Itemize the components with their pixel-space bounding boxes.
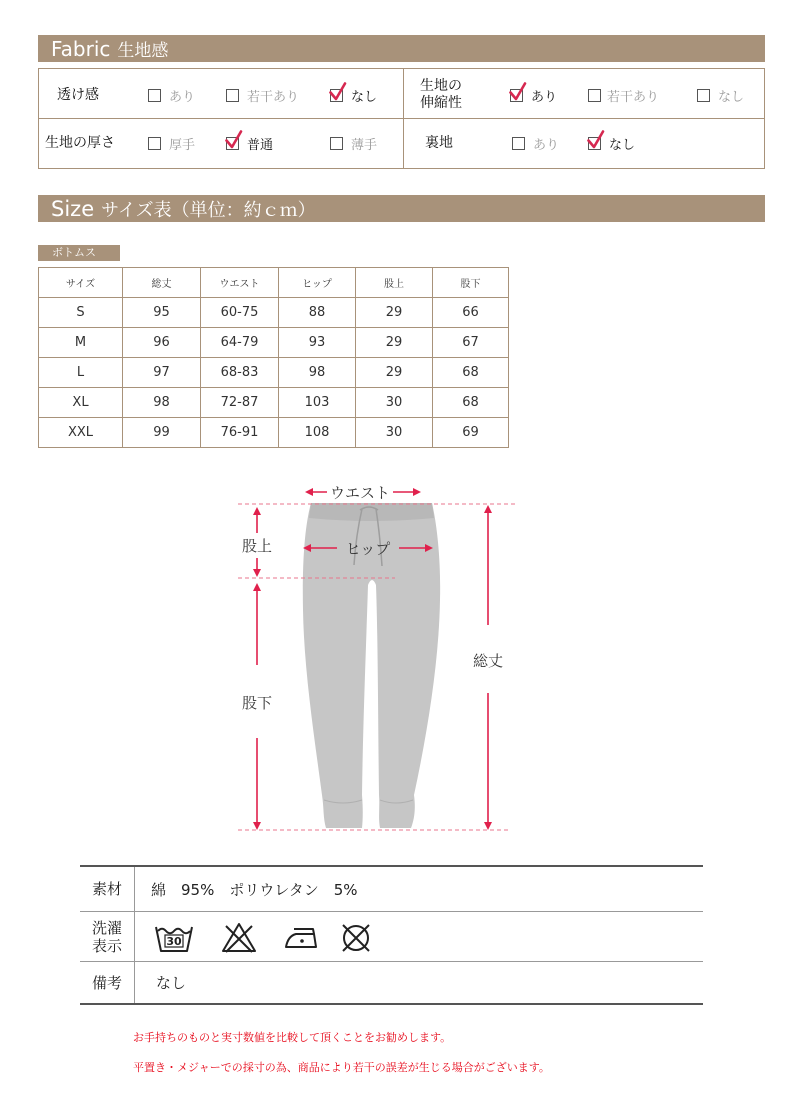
row-divider: [39, 118, 764, 119]
fabric-option: [148, 136, 196, 153]
arrowhead-right: [413, 488, 421, 496]
table-cell: 29: [356, 358, 433, 388]
fabric-table: [38, 68, 765, 169]
fabric-option: [226, 136, 274, 153]
column-header-rise: 股上: [356, 268, 433, 298]
size-table: [38, 267, 509, 448]
pants-waistband: [309, 503, 434, 521]
table-cell: L: [39, 358, 123, 388]
table-cell: 68: [433, 358, 509, 388]
table-cell: M: [39, 328, 123, 358]
table-cell: 64-79: [201, 328, 279, 358]
fabric-item-label-thickness: 生地の厚さ: [45, 135, 115, 151]
remarks-label: 備考: [80, 962, 135, 1003]
category-tag: ボトムス: [38, 245, 120, 261]
inseam-measure-arrow: [242, 583, 272, 830]
column-header-inseam: 股下: [433, 268, 509, 298]
table-cell: 66: [433, 298, 509, 328]
table-row: [39, 328, 509, 358]
material-value: 綿 95% ポリウレタン 5%: [151, 880, 358, 899]
column-divider: [403, 69, 404, 168]
care-icons: [135, 912, 375, 961]
total-length-measure-arrow: [473, 505, 503, 830]
checkbox: [588, 137, 601, 150]
section-title-jp: サイズ表（単位：約ｃｍ）: [101, 199, 316, 221]
table-cell: 68: [433, 388, 509, 418]
checkbox: [697, 89, 710, 102]
fabric-option: [330, 136, 378, 153]
wash-temperature: 30: [166, 934, 182, 948]
product-details-table: [80, 865, 703, 1005]
fabric-option-label: 厚手: [169, 137, 196, 153]
section-title-jp: 生地感: [117, 41, 169, 61]
fabric-item-label-transparency: 透け感: [57, 87, 99, 103]
column-header-length: 総丈: [123, 268, 201, 298]
checkmark-icon: [224, 129, 243, 150]
fabric-option: [148, 88, 196, 105]
table-row: [39, 298, 509, 328]
material-row: [80, 867, 703, 912]
fabric-option: [588, 136, 636, 153]
wash-30-icon: [154, 921, 194, 953]
section-title-en: Fabric: [51, 36, 111, 61]
fabric-option: [588, 88, 660, 105]
table-cell: 29: [356, 328, 433, 358]
checkmark-icon: [328, 81, 347, 102]
checkbox: [148, 137, 161, 150]
table-cell: XL: [39, 388, 123, 418]
fabric-option: [330, 88, 378, 105]
waist-measure-arrow: [305, 484, 421, 502]
table-cell: 108: [279, 418, 356, 448]
table-cell: 72-87: [201, 388, 279, 418]
hip-label: ヒップ: [345, 540, 391, 558]
fabric-section-header: [38, 35, 765, 62]
table-cell: 93: [279, 328, 356, 358]
fabric-option-label: 若干あり: [247, 89, 300, 105]
table-row: [39, 418, 509, 448]
waist-label: ウエスト: [329, 484, 391, 502]
remarks-value: なし: [156, 974, 187, 992]
care-row: [80, 912, 703, 962]
arrowhead-down: [484, 822, 492, 830]
fabric-option: [697, 88, 745, 105]
rise-measure-arrow: [242, 507, 272, 577]
fabric-option: [226, 88, 300, 105]
fabric-option-label: 薄手: [351, 137, 378, 153]
fabric-option-label: なし: [718, 89, 745, 105]
fabric-item-label-lining: 裏地: [425, 135, 453, 151]
table-row: [39, 358, 509, 388]
measurement-diagram: [230, 476, 530, 841]
inseam-label: 股下: [241, 694, 273, 712]
fabric-option-label: なし: [609, 137, 636, 153]
fabric-item-label-stretch: 生地の 伸縮性: [420, 78, 462, 111]
table-cell: 98: [123, 388, 201, 418]
total-length-label: 総丈: [472, 652, 504, 670]
note-measurement-tolerance: 平置き・メジャーでの採寸の為、商品により若干の誤差が生じる場合がございます。: [133, 1061, 550, 1074]
table-cell: 99: [123, 418, 201, 448]
rise-label: 股上: [241, 537, 273, 555]
table-cell: 30: [356, 418, 433, 448]
no-bleach-icon: [221, 921, 257, 953]
table-cell: 76-91: [201, 418, 279, 448]
note-compare-measurements: お手持ちのものと実寸数値を比較して頂くことをお勧めします。: [133, 1031, 452, 1044]
checkbox: [226, 137, 239, 150]
column-header-waist: ウエスト: [201, 268, 279, 298]
table-cell: 98: [279, 358, 356, 388]
table-cell: 67: [433, 328, 509, 358]
fabric-option-label: あり: [169, 89, 196, 105]
fabric-option-label: あり: [531, 89, 558, 105]
table-cell: 68-83: [201, 358, 279, 388]
checkbox: [510, 89, 523, 102]
arrowhead-down: [253, 569, 261, 577]
section-title-en: Size: [51, 196, 95, 221]
column-header-hip: ヒップ: [279, 268, 356, 298]
checkbox: [330, 89, 343, 102]
material-label: 素材: [80, 867, 135, 911]
checkmark-icon: [508, 81, 527, 102]
checkbox: [588, 89, 601, 102]
table-cell: 95: [123, 298, 201, 328]
checkbox: [226, 89, 239, 102]
table-header-row: [39, 268, 509, 298]
fabric-option-label: なし: [351, 89, 378, 105]
fabric-option-label: 若干あり: [607, 89, 660, 105]
checkbox: [512, 137, 525, 150]
checkbox: [148, 89, 161, 102]
table-cell: XXL: [39, 418, 123, 448]
table-cell: 29: [356, 298, 433, 328]
fabric-option-label: あり: [533, 137, 560, 153]
remarks-row: [80, 962, 703, 1003]
fabric-option: [512, 136, 560, 153]
table-cell: 30: [356, 388, 433, 418]
fabric-option-label: 普通: [247, 137, 274, 153]
no-dry-clean-icon: [337, 921, 375, 953]
size-section-header: [38, 195, 765, 222]
care-label: 洗濯 表示: [80, 912, 135, 961]
checkbox: [330, 137, 343, 150]
table-cell: 97: [123, 358, 201, 388]
table-cell: 60-75: [201, 298, 279, 328]
arrowhead-left: [305, 488, 313, 496]
table-cell: 69: [433, 418, 509, 448]
table-cell: 88: [279, 298, 356, 328]
table-cell: 103: [279, 388, 356, 418]
iron-low-icon: [282, 921, 320, 953]
table-row: [39, 388, 509, 418]
column-header-size: サイズ: [39, 268, 123, 298]
checkmark-icon: [586, 129, 605, 150]
table-cell: S: [39, 298, 123, 328]
fabric-option: [510, 88, 558, 105]
arrowhead-down: [253, 822, 261, 830]
table-cell: 96: [123, 328, 201, 358]
